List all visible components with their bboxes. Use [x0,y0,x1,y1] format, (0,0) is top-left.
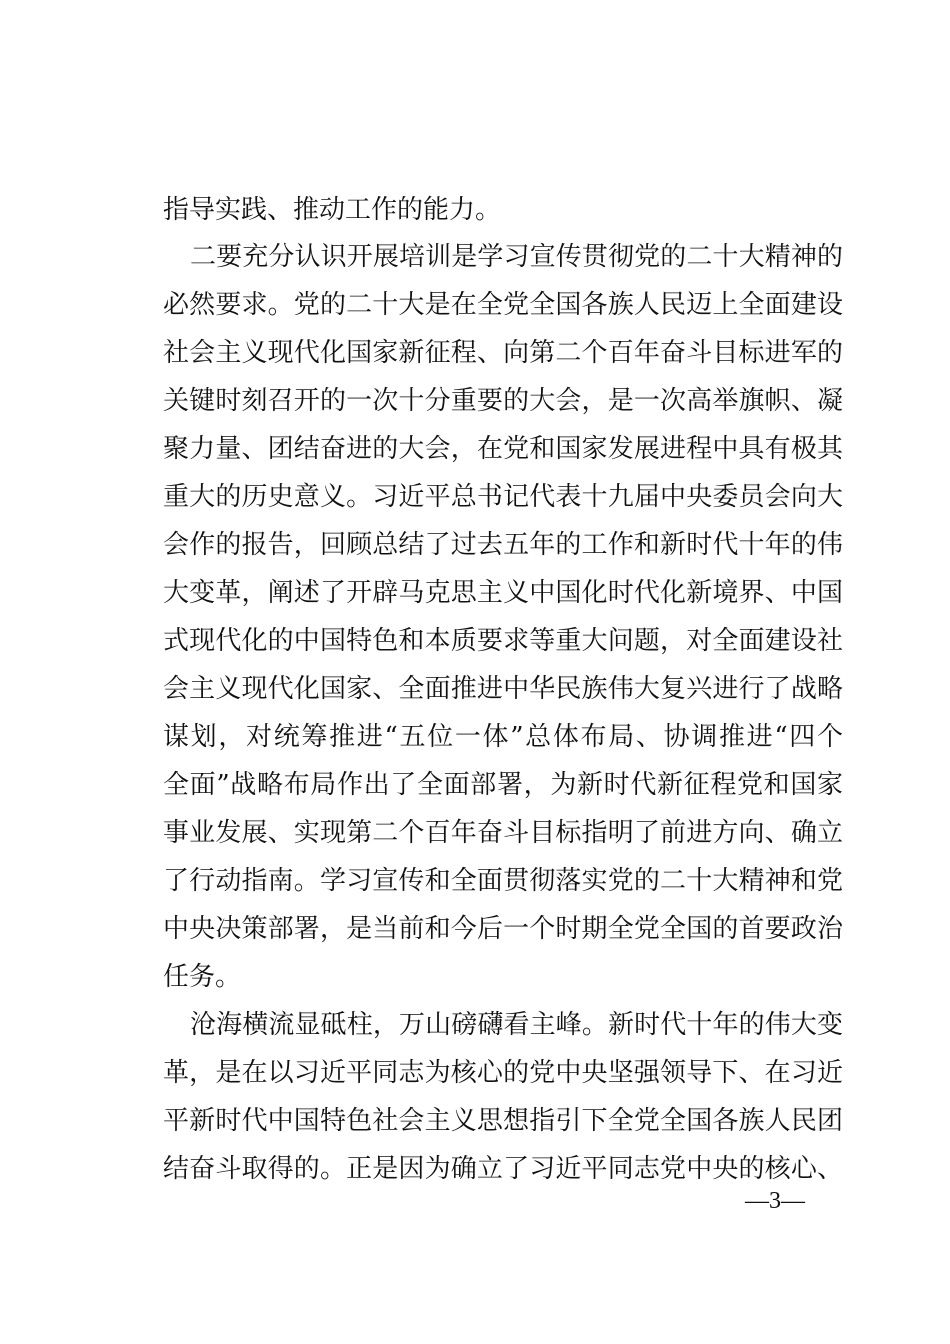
text-line: 大变革，阐述了开辟马克思主义中国化时代化新境界、中国 [163,578,843,608]
text-line: 聚力量、团结奋进的大会，在党和国家发展进程中具有极其 [163,434,843,464]
text-line: 指导实践、推动工作的能力。 [163,195,502,225]
page-number: —3— [745,1188,805,1214]
text-line: 革，是在以习近平同志为核心的党中央坚强领导下、在习近 [163,1058,843,1088]
text-line: 了行动指南。学习宣传和全面贯彻落实党的二十大精神和党 [163,866,843,896]
text-line: 沧海横流显砥柱，万山磅礴看主峰。新时代十年的伟大变 [190,1010,843,1040]
text-line: 任务。 [163,962,242,992]
text-line: 社会主义现代化国家新征程、向第二个百年奋斗目标进军的 [163,338,843,368]
text-line: 会主义现代化国家、全面推进中华民族伟大复兴进行了战略 [163,674,843,704]
text-line: 式现代化的中国特色和本质要求等重大问题，对全面建设社 [163,626,843,656]
text-line: 必然要求。党的二十大是在全党全国各族人民迈上全面建设 [163,290,843,320]
text-line: 结奋斗取得的。正是因为确立了习近平同志党中央的核心、 [163,1154,843,1184]
text-line: 中央决策部署，是当前和今后一个时期全党全国的首要政治 [163,914,843,944]
text-line: 重大的历史意义。习近平总书记代表十九届中央委员会向大 [163,482,843,512]
text-line: 谋划，对统筹推进“五位一体”总体布局、协调推进“四个 [163,722,843,752]
text-line: 二要充分认识开展培训是学习宣传贯彻党的二十大精神的 [190,242,843,272]
text-line: 会作的报告，回顾总结了过去五年的工作和新时代十年的伟 [163,530,843,560]
text-line: 事业发展、实现第二个百年奋斗目标指明了前进方向、确立 [163,818,843,848]
text-line: 关键时刻召开的一次十分重要的大会，是一次高举旗帜、凝 [163,386,843,416]
text-line: 平新时代中国特色社会主义思想指引下全党全国各族人民团 [163,1106,843,1136]
text-line: 全面”战略布局作出了全面部署，为新时代新征程党和国家 [163,770,843,800]
